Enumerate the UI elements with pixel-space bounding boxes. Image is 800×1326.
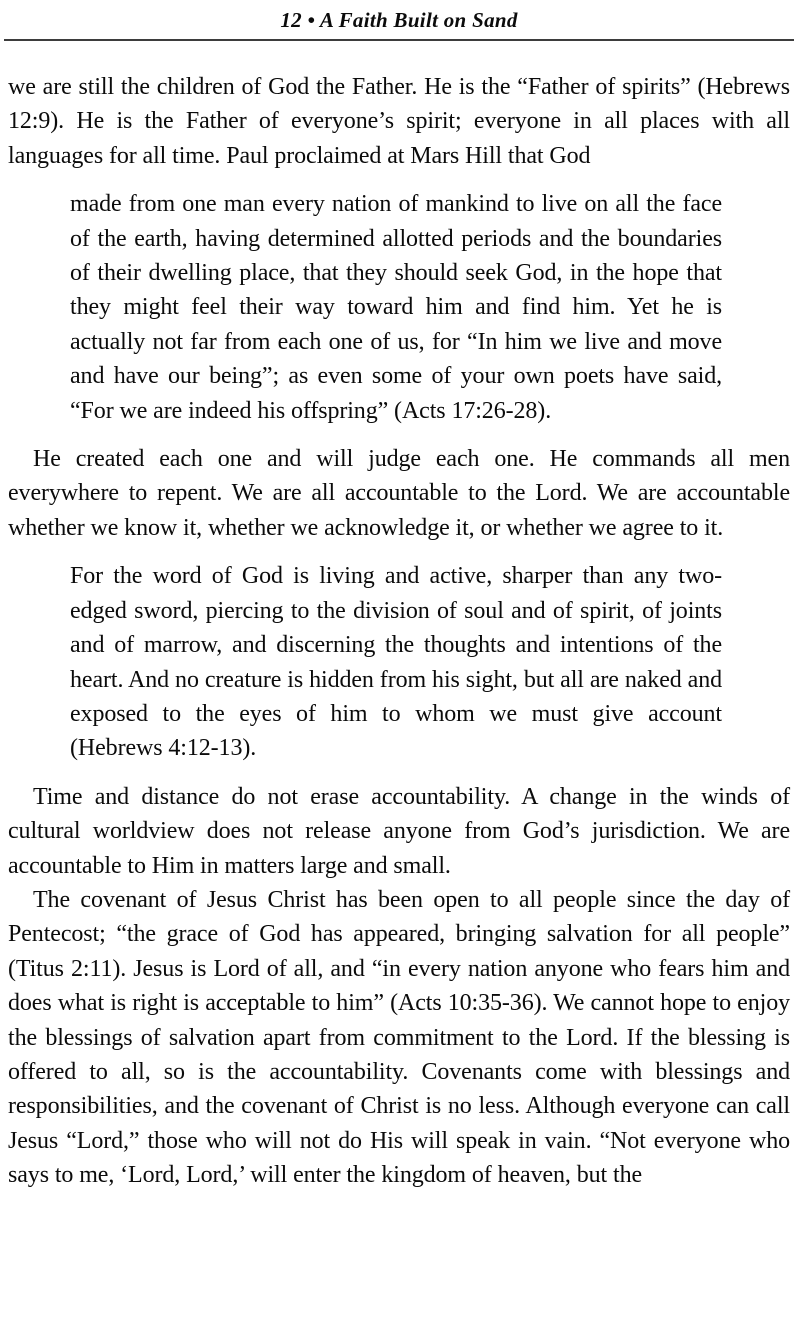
running-header xyxy=(8,7,790,33)
opening-paragraph: we are still the children of God the Father. He is the “Father of spirits” (Hebrews 12:9). He is the Father of everyone’s spirit; everyone in all places with all languages for all time. Paul proclaimed at Mars Hill that God xyxy=(8,74,790,169)
paragraph-covenant: The covenant of Jesus Christ has been open to all people since the day of Pentecost; “the grace of God has appeared, bringing salvation for all people” (Titus 2:11). Jesus is Lord of all, and “in every nation anyone who fears him and does what is right is acceptable to him” (Acts 10:35-36). We cannot hope to enjoy the blessings of salvation apart from commitment to the Lord. If the blessing is offered to all, so is the accountability. Covenants come with blessings and responsibilities, and the covenant of Christ is no less. Although everyone can call Jesus “Lord,” those who will not do His will speak in vain. “Not everyone who says to me, ‘Lord, Lord,’ will enter the kingdom of heaven, but the xyxy=(8,886,790,1189)
page-body xyxy=(8,70,790,1193)
paragraph-time-distance: Time and distance do not erase accountability. A change in the winds of cultural worldview does not release anyone from God’s jurisdiction. We are accountable to Him in matters large and small. xyxy=(8,783,790,879)
paragraph-accountability: He created each one and will judge each one. He commands all men everywhere to repent. We are all accountable to the Lord. We are accountable whether we know it, whether we acknowledge it, or whether we agree to it. xyxy=(8,446,790,541)
scripture-quote-hebrews: For the word of God is living and active, sharper than any two-edged sword, piercing to the division of soul and of spirit, of joints and of marrow, and discerning the thoughts and intentions of the heart. And no creature is hidden from his sight, but all are naked and exposed to the eyes of him to whom we must give account (Hebrews 4:12-13). xyxy=(70,563,722,762)
running-header-title: 12 • A Faith Built on Sand xyxy=(280,8,518,32)
header-rule xyxy=(4,39,794,41)
scripture-quote-acts: made from one man every nation of mankind to live on all the face of the earth, having determined allotted periods and the boundaries of their dwelling place, that they should seek God, in the hope that they might feel their way toward him and find him. Yet he is actually not far from each one of us, for “In him we live and move and have our being”; as even some of your own poets have said, “For we are indeed his offspring” (Acts 17:26-28). xyxy=(70,191,722,424)
